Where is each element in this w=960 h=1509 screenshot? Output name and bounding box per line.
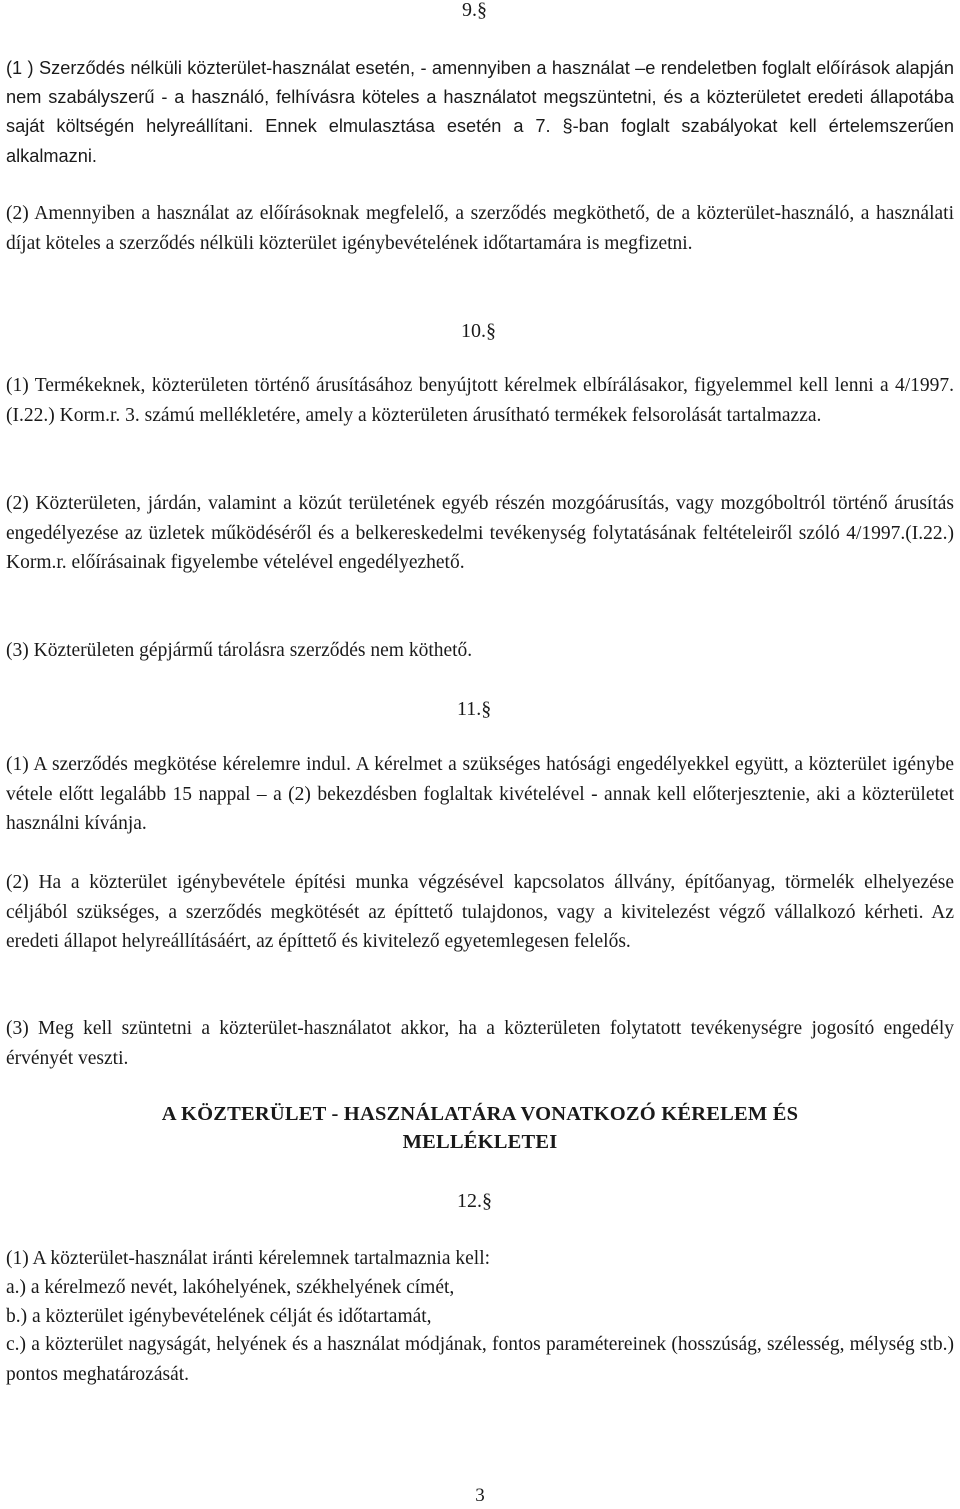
section-9-number: 9.§ bbox=[462, 0, 487, 21]
section-10-paragraph-2: (2) Közterületen, járdán, valamint a közút területének egyéb részén mozgóárusítás, vagy mozgóboltról történő árusítás engedélyezése az üzletek működéséről és a belkereskedelmi tevékenység folytatásának feltételeiről szóló 4/1997.(I.22.) Korm.r. előírásainak figyelembe vételével engedélyezhető. bbox=[6, 493, 954, 573]
section-12-item-b: b.) a közterület igénybevételének célját és időtartamát, bbox=[6, 1306, 432, 1327]
section-12-item-a: a.) a kérelmező nevét, lakóhelyének, székhelyének címét, bbox=[6, 1277, 455, 1298]
section-10-paragraph-3: (3) Közterületen gépjármű tárolásra szerződés nem köthető. bbox=[6, 640, 473, 661]
section-11-paragraph-3: (3) Meg kell szüntetni a közterület-használatot akkor, ha a közterületen folytatott tevékenységre jogosító engedély érvényét veszti. bbox=[6, 1018, 954, 1069]
page-number: 3 bbox=[475, 1485, 485, 1506]
section-11-paragraph-2: (2) Ha a közterület igénybevétele építési munka végzésével kapcsolatos állvány, építőanyag, törmelék elhelyezése céljából szükséges, a szerződés megkötését az építtető tulajdonos, vagy a kivitelezést végző vállalkozó kérheti. Az eredeti állapot helyreállításáért, az építtető és kivitelező egyetemlegesen felelős. bbox=[6, 872, 954, 952]
section-11-paragraph-1: (1) A szerződés megkötése kérelemre indul. A kérelmet a szükséges hatósági engedélyekkel együtt, a közterület igénybe vétele előtt legalább 15 nappal – a (2) bekezdésben foglaltak kivételével - annak kell előterjesztenie, aki a közterületet használni kívánja. bbox=[6, 754, 954, 834]
section-12-item-c: c.) a közterület nagyságát, helyének és a használat módjának, fontos paramétereinek (hosszúság, szélesség, mélység stb.) pontos meghatározását. bbox=[6, 1334, 954, 1385]
section-9-paragraph-1: (1 ) Szerződés nélküli közterület-használat esetén, - amennyiben a használat –e rendeletben foglalt előírások alapján nem szabályszerű - a használó, felhívásra köteles a használatot megszüntetni, és a közterületet eredeti állapotába saját költségén helyreállítani. Ennek elmulasztása esetén a 7. §-ban foglalt szabályokat kell értelemszerűen alkalmazni. bbox=[6, 58, 954, 166]
section-9-paragraph-2: (2) Amennyiben a használat az előírásoknak megfelelő, a szerződés megköthető, de a közterület-használó, a használati díjat köteles a szerződés nélküli közterület igénybevételének időtartamára is megfizetni. bbox=[6, 203, 954, 254]
chapter-heading-line-2: MELLÉKLETEI bbox=[402, 1131, 558, 1153]
section-12-number: 12.§ bbox=[457, 1190, 492, 1212]
chapter-heading-line-1: A KÖZTERÜLET - HASZNÁLATÁRA VONATKOZÓ KÉRELEM ÉS bbox=[161, 1103, 799, 1125]
section-11-number: 11.§ bbox=[457, 698, 492, 720]
section-10-paragraph-1: (1) Termékeknek, közterületen történő árusításához benyújtott kérelmek elbírálásakor, figyelemmel kell lenni a 4/1997.(I.22.) Korm.r. 3. számú mellékletére, amely a közterületen árusítható termékek felsorolását tartalmazza. bbox=[6, 375, 954, 426]
section-12-intro: (1) A közterület-használat iránti kérelemnek tartalmaznia kell: bbox=[6, 1248, 491, 1269]
section-10-number: 10.§ bbox=[461, 320, 496, 342]
